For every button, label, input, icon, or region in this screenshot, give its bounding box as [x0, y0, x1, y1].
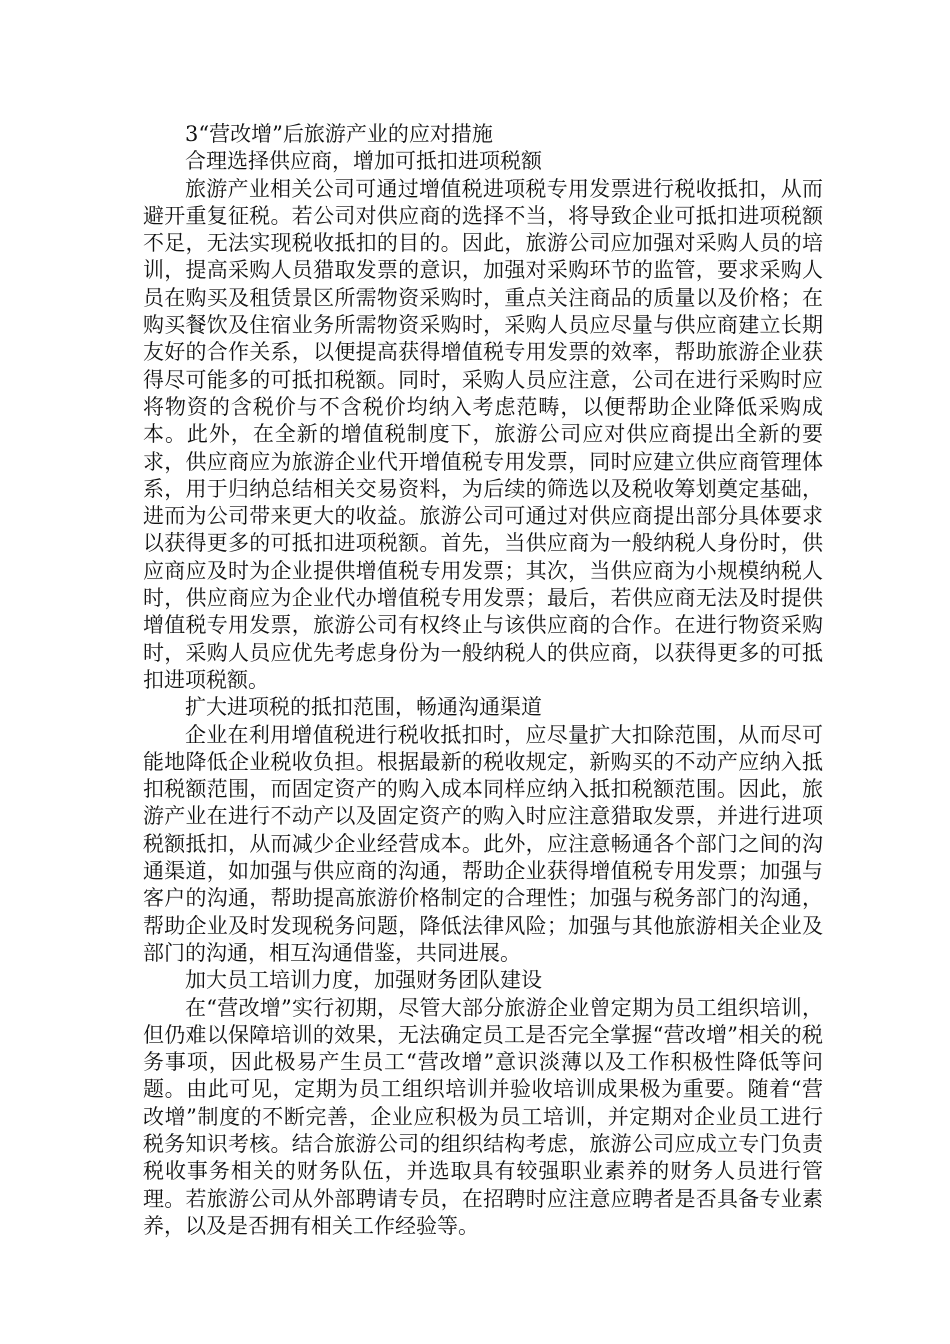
subsection-heading-deduction: 扩大进项税的抵扣范围，畅通沟通渠道 [185, 695, 542, 720]
section-title: 3“营改增”后旅游产业的应对措施 [185, 122, 493, 146]
subsection-heading-supplier: 合理选择供应商，增加可抵扣进项税额 [185, 149, 542, 174]
document-body [143, 121, 823, 1240]
subsection-paragraph-training: 在“营改增”实行初期，尽管大部分旅游企业曾定期为员工组织培训，但仍难以保障培训的效果，无法确定员工是否完全掌握“营改增”相关的税务事项，因此极易产生员工“营改增”意识淡薄以及工作积极性降低等问题。由此可见，定期为员工组织培训并验收培训成果极为重要。随着“营改增”制度的不断完善，企业应积极为员工培训，并定期对企业员工进行税务知识考核。结合旅游公司的组织结构考虑，旅游公司应成立专门负责税收事务相关的财务队伍，并选取具有较强职业素养的财务人员进行管理。若旅游公司从外部聘请专员，在招聘时应注意应聘者是否具备专业素养，以及是否拥有相关工作经验等。 [143, 995, 823, 1238]
subsection-paragraph-deduction: 企业在利用增值税进行税收抵扣时，应尽量扩大扣除范围，从而尽可能地降低企业税收负担。根据最新的税收规定，新购买的不动产应纳入抵扣税额范围，而固定资产的购入成本同样应纳入抵扣税额范围。因此，旅游产业在进行不动产以及固定资产的购入时应注意猎取发票，并进行进项税额抵扣，从而减少企业经营成本。此外，应注意畅通各个部门之间的沟通渠道，如加强与供应商的沟通，帮助企业获得增值税专用发票；加强与客户的沟通，帮助提高旅游价格制定的合理性；加强与税务部门的沟通，帮助企业及时发现税务问题，降低法律风险；加强与其他旅游相关企业及部门的沟通，相互沟通借鉴，共同进展。 [143, 722, 823, 965]
subsection-heading-training: 加大员工培训力度，加强财务团队建设 [185, 968, 542, 993]
subsection-paragraph-supplier: 旅游产业相关公司可通过增值税进项税专用发票进行税收抵扣，从而避开重复征税。若公司对供应商的选择不当，将导致企业可抵扣进项税额不足，无法实现税收抵扣的目的。因此，旅游公司应加强对采购人员的培训，提高采购人员猎取发票的意识，加强对采购环节的监管，要求采购人员在购买及租赁景区所需物资采购时，重点关注商品的质量以及价格；在购买餐饮及住宿业务所需物资采购时，采购人员应尽量与供应商建立长期友好的合作关系，以便提高获得增值税专用发票的效率，帮助旅游企业获得尽可能多的可抵扣税额。同时，采购人员应注意，公司在进行采购时应将物资的含税价与不含税价均纳入考虑范畴，以便帮助企业降低采购成本。此外，在全新的增值税制度下，旅游公司应对供应商提出全新的要求，供应商应为旅游企业代开增值税专用发票，同时应建立供应商管理体系，用于归纳总结相关交易资料，为后续的筛选以及税收筹划奠定基础，进而为公司带来更大的收益。旅游公司可通过对供应商提出部分具体要求以获得更多的可抵扣进项税额。首先，当供应商为一般纳税人身份时，供应商应及时为企业提供增值税专用发票；其次，当供应商为小规模纳税人时，供应商应为企业代办增值税专用发票；最后，若供应商无法及时提供增值税专用发票，旅游公司有权终止与该供应商的合作。在进行物资采购时，采购人员应优先考虑身份为一般纳税人的供应商，以获得更多的可抵扣进项税额。 [143, 176, 823, 692]
